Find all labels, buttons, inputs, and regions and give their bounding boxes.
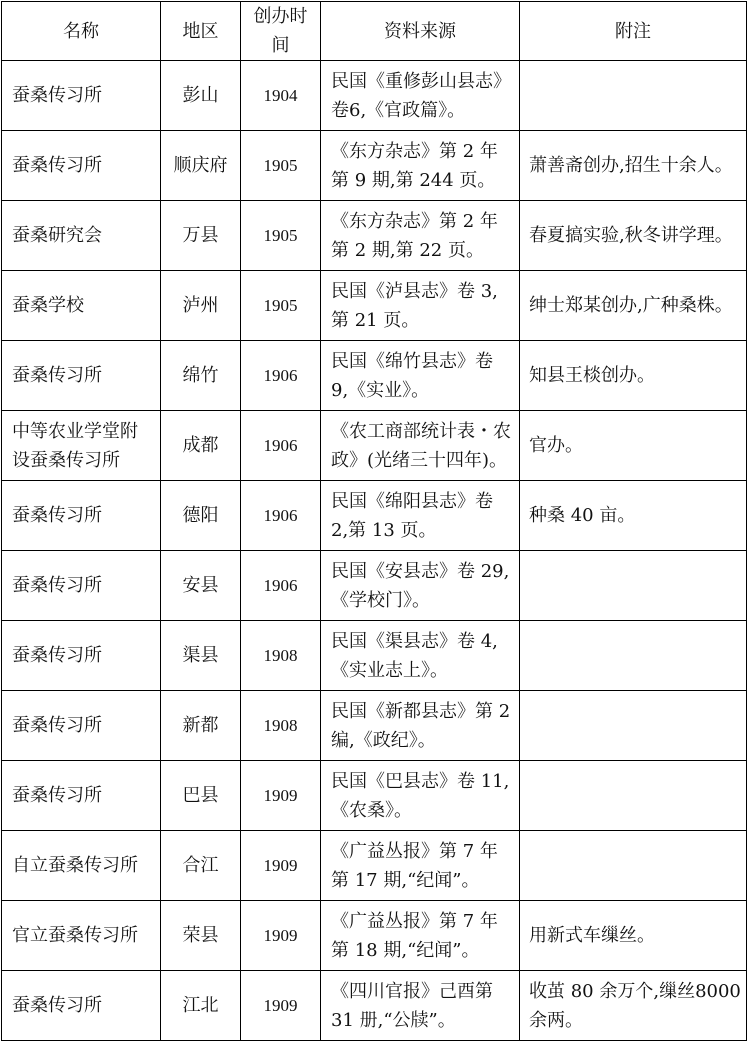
cell-year: 1904 <box>241 61 321 131</box>
cell-region: 绵竹 <box>161 341 241 411</box>
cell-year: 1906 <box>241 341 321 411</box>
cell-note <box>520 621 747 691</box>
cell-source: 民国《渠县志》卷 4,《实业志上》。 <box>321 621 520 691</box>
cell-source: 《东方杂志》第 2 年第 2 期,第 22 页。 <box>321 201 520 271</box>
cell-region: 成都 <box>161 411 241 481</box>
cell-year: 1906 <box>241 411 321 481</box>
cell-year: 1909 <box>241 901 321 971</box>
cell-name: 蚕桑传习所 <box>2 691 161 761</box>
cell-year: 1909 <box>241 831 321 901</box>
cell-region: 安县 <box>161 551 241 621</box>
header-row <box>2 2 747 61</box>
cell-name: 蚕桑研究会 <box>2 201 161 271</box>
table-row <box>2 341 747 411</box>
cell-note <box>520 691 747 761</box>
cell-name: 蚕桑传习所 <box>2 131 161 201</box>
cell-region: 德阳 <box>161 481 241 551</box>
table-row <box>2 831 747 901</box>
cell-note <box>520 61 747 131</box>
cell-source: 《广益丛报》第 7 年第 18 期,“纪闻”。 <box>321 901 520 971</box>
cell-source: 《广益丛报》第 7 年第 17 期,“纪闻”。 <box>321 831 520 901</box>
cell-region: 新都 <box>161 691 241 761</box>
sericulture-institutions-table <box>1 1 747 1041</box>
cell-note <box>520 551 747 621</box>
cell-region: 荣县 <box>161 901 241 971</box>
cell-note: 种桑 40 亩。 <box>520 481 747 551</box>
cell-region: 泸州 <box>161 271 241 341</box>
table-row <box>2 411 747 481</box>
cell-region: 江北 <box>161 971 241 1041</box>
cell-region: 渠县 <box>161 621 241 691</box>
cell-name: 蚕桑传习所 <box>2 481 161 551</box>
cell-region: 万县 <box>161 201 241 271</box>
cell-name: 中等农业学堂附设蚕桑传习所 <box>2 411 161 481</box>
cell-source: 《农工商部统计表・农政》(光绪三十四年)。 <box>321 411 520 481</box>
cell-year: 1905 <box>241 131 321 201</box>
cell-name: 蚕桑传习所 <box>2 61 161 131</box>
cell-note: 春夏搞实验,秋冬讲学理。 <box>520 201 747 271</box>
table-row <box>2 901 747 971</box>
cell-name: 蚕桑传习所 <box>2 551 161 621</box>
cell-year: 1906 <box>241 481 321 551</box>
cell-name: 蚕桑传习所 <box>2 971 161 1041</box>
cell-source: 民国《新都县志》第 2 编,《政纪》。 <box>321 691 520 761</box>
header-name: 名称 <box>2 2 161 61</box>
table-row <box>2 61 747 131</box>
cell-source: 民国《泸县志》卷 3,第 21 页。 <box>321 271 520 341</box>
cell-name: 蚕桑学校 <box>2 271 161 341</box>
header-source: 资料来源 <box>321 2 520 61</box>
cell-note: 用新式车缫丝。 <box>520 901 747 971</box>
cell-year: 1909 <box>241 971 321 1041</box>
table-row <box>2 131 747 201</box>
cell-region: 顺庆府 <box>161 131 241 201</box>
table-row <box>2 761 747 831</box>
cell-year: 1906 <box>241 551 321 621</box>
cell-year: 1905 <box>241 271 321 341</box>
table-row <box>2 691 747 761</box>
cell-name: 蚕桑传习所 <box>2 621 161 691</box>
cell-region: 巴县 <box>161 761 241 831</box>
cell-source: 民国《绵竹县志》卷 9,《实业》。 <box>321 341 520 411</box>
table-row <box>2 271 747 341</box>
cell-note: 萧善斋创办,招生十余人。 <box>520 131 747 201</box>
cell-note: 知县王棪创办。 <box>520 341 747 411</box>
cell-name: 蚕桑传习所 <box>2 341 161 411</box>
cell-name: 自立蚕桑传习所 <box>2 831 161 901</box>
cell-year: 1908 <box>241 621 321 691</box>
cell-source: 《四川官报》己酉第 31 册,“公牍”。 <box>321 971 520 1041</box>
cell-name: 官立蚕桑传习所 <box>2 901 161 971</box>
cell-year: 1909 <box>241 761 321 831</box>
cell-note: 收茧 80 余万个,缫丝8000余两。 <box>520 971 747 1041</box>
cell-note: 绅士郑某创办,广种桑株。 <box>520 271 747 341</box>
header-year: 创办时间 <box>241 2 321 61</box>
cell-source: 民国《绵阳县志》卷 2,第 13 页。 <box>321 481 520 551</box>
cell-source: 民国《重修彭山县志》卷6,《官政篇》。 <box>321 61 520 131</box>
table-row <box>2 201 747 271</box>
cell-region: 彭山 <box>161 61 241 131</box>
table-row <box>2 551 747 621</box>
cell-source: 《东方杂志》第 2 年第 9 期,第 244 页。 <box>321 131 520 201</box>
cell-region: 合江 <box>161 831 241 901</box>
cell-note <box>520 761 747 831</box>
cell-note: 官办。 <box>520 411 747 481</box>
header-note: 附注 <box>520 2 747 61</box>
table-row <box>2 481 747 551</box>
cell-source: 民国《安县志》卷 29,《学校门》。 <box>321 551 520 621</box>
cell-year: 1908 <box>241 691 321 761</box>
cell-year: 1905 <box>241 201 321 271</box>
cell-source: 民国《巴县志》卷 11,《农桑》。 <box>321 761 520 831</box>
header-region: 地区 <box>161 2 241 61</box>
cell-note <box>520 831 747 901</box>
table-row <box>2 971 747 1041</box>
cell-name: 蚕桑传习所 <box>2 761 161 831</box>
table-row <box>2 621 747 691</box>
